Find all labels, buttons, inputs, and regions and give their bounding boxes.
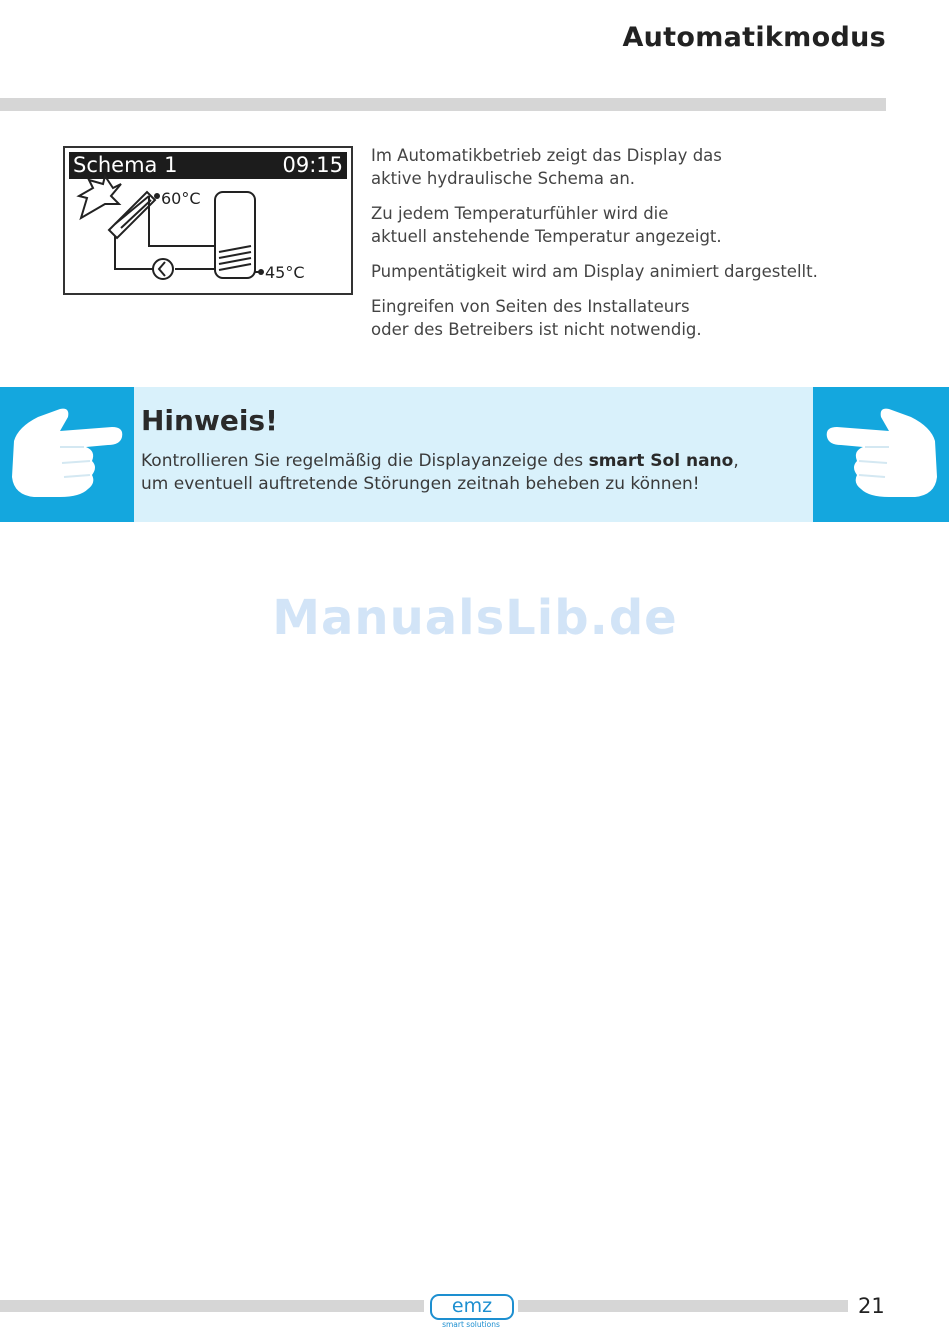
hydraulic-schema-diagram <box>65 148 351 293</box>
sun-icon <box>79 176 121 218</box>
header-divider <box>0 98 886 111</box>
collector-sensor-dot <box>154 193 160 199</box>
description-text <box>371 144 891 353</box>
footer-divider-right <box>518 1300 848 1312</box>
notice-text <box>141 450 801 496</box>
logo-word: emz <box>430 1294 514 1320</box>
pointing-hand-left-icon <box>813 387 949 522</box>
notice-box <box>0 387 949 522</box>
display-time: 09:15 <box>282 153 343 177</box>
description-paragraph-2: Zu jedem Temperaturfühler wird die aktuell anstehende Temperatur angezeigt. <box>371 204 722 246</box>
page-title: Automatikmodus <box>622 22 886 53</box>
logo-tagline: smart solutions <box>442 1320 500 1329</box>
notice-text-before: Kontrollieren Sie regelmäßig die Displayanzeige des <box>141 451 589 471</box>
notice-product-name: smart Sol nano <box>588 451 734 471</box>
pointing-hand-right-icon <box>0 387 134 522</box>
watermark: ManualsLib.de <box>272 590 678 646</box>
description-paragraph-1: Im Automatikbetrieb zeigt das Display das aktive hydraulische Schema an. <box>371 146 722 188</box>
storage-temp-label: 45°C <box>265 263 305 282</box>
display-schema-name: Schema 1 <box>73 153 178 177</box>
notice-text-after: , um eventuell auftretende Störungen zeitnah beheben zu können! <box>141 451 739 494</box>
storage-tank-icon <box>215 192 255 278</box>
pump-icon <box>153 259 173 279</box>
emz-logo <box>426 1294 516 1330</box>
description-paragraph-4: Eingreifen von Seiten des Installateurs oder des Betreibers ist nicht notwendig. <box>371 297 702 339</box>
collector-temp-label: 60°C <box>161 189 201 208</box>
notice-heading: Hinweis! <box>141 404 278 437</box>
controller-display <box>63 146 353 295</box>
page-number: 21 <box>858 1294 885 1318</box>
footer-divider-left <box>0 1300 424 1312</box>
description-paragraph-3: Pumpentätigkeit wird am Display animiert dargestellt. <box>371 262 818 281</box>
